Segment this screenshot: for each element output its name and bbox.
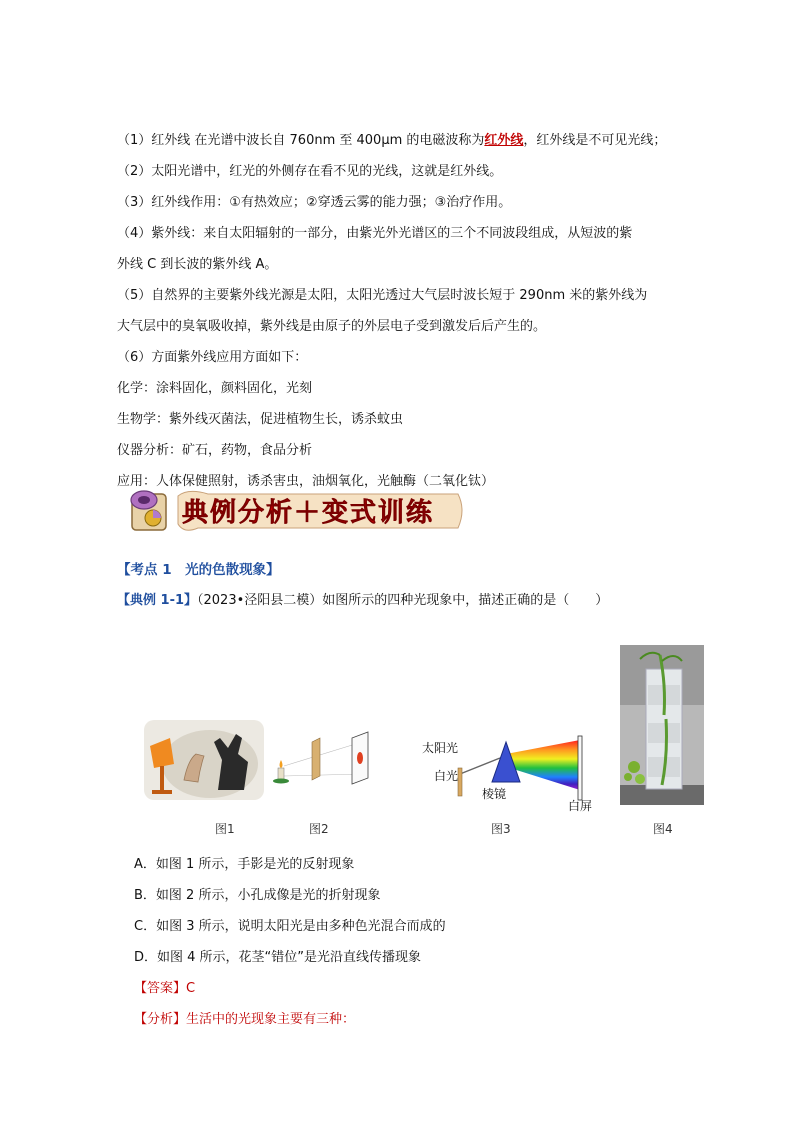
application-line: 应用：人体保健照射，诱杀害虫，油烟氧化，光触酶（二氧化钛） bbox=[117, 474, 495, 489]
paragraph-4a: （4）紫外线：来自太阳辐射的一部分，由紫光外光谱区的三个不同波段组成，从短波的紫 bbox=[117, 226, 633, 241]
caption-fig1: 图1 bbox=[215, 822, 235, 836]
section-title: 【考点 1 光的色散现象】 bbox=[117, 562, 280, 578]
paragraph-5b: 大气层中的臭氧吸收掉，紫外线是由原子的外层电子受到激发后后产生的。 bbox=[117, 319, 547, 334]
example-question bbox=[117, 593, 608, 609]
analysis-label: 【分析】 bbox=[134, 1012, 187, 1027]
analysis-text: 生活中的光现象主要有三种： bbox=[186, 1012, 356, 1027]
answer-label: 【答案】 bbox=[134, 981, 187, 996]
option-a: A．如图 1 所示，手影是光的反射现象 bbox=[134, 857, 355, 872]
scroll-icon bbox=[131, 491, 166, 530]
figure-2-pinhole bbox=[268, 728, 378, 788]
instrument-line: 仪器分析：矿石，药物，食品分析 bbox=[117, 443, 313, 458]
analysis bbox=[134, 1008, 355, 1027]
answer-value: C bbox=[186, 981, 196, 996]
example-label: 【典例 1-1】 bbox=[117, 593, 198, 608]
caption-fig2: 图2 bbox=[309, 822, 329, 836]
fig3-sunlight-label: 太阳光 bbox=[422, 741, 459, 755]
p1-text: （1）红外线 在光谱中波长自 760nm 至 400μm 的电磁波称为 bbox=[117, 133, 485, 148]
figure-4-vase-photo bbox=[620, 645, 704, 805]
figure-1-hand-shadow bbox=[144, 720, 264, 800]
paragraph-4b: 外线 C 到长波的紫外线 A。 bbox=[117, 257, 278, 272]
banner-title: 典例分析＋变式训练 bbox=[182, 498, 435, 528]
figure-3-prism bbox=[420, 728, 610, 814]
option-d: D．如图 4 所示，花茎“错位”是光沿直线传播现象 bbox=[134, 950, 422, 965]
option-c: C．如图 3 所示，说明太阳光是由多种色光混合而成的 bbox=[134, 919, 446, 934]
fig3-white-light-label: 白光 bbox=[434, 769, 459, 783]
p1-text-tail: ，红外线是不可见光线； bbox=[523, 133, 667, 148]
example-source: （2023•泾阳县二模）如图所示的四种光现象中，描述正确的是（ ） bbox=[197, 593, 609, 608]
fig3-screen-label: 白屏 bbox=[568, 799, 593, 813]
option-b: B．如图 2 所示，小孔成像是光的折射现象 bbox=[134, 888, 381, 903]
fig3-prism-label: 棱镜 bbox=[482, 787, 507, 801]
chem-line: 化学：涂料固化，颜料固化，光刻 bbox=[117, 381, 313, 396]
p1-term: 红外线 bbox=[484, 133, 524, 148]
bio-line: 生物学：紫外线灭菌法，促进植物生长，诱杀蚊虫 bbox=[117, 412, 404, 427]
answer bbox=[134, 977, 195, 996]
caption-fig4: 图4 bbox=[653, 822, 673, 836]
paragraph-5a: （5）自然界的主要紫外线光源是太阳，太阳光透过大气层时波长短于 290nm 米的紫外线为 bbox=[117, 288, 648, 303]
paragraph-6: （6）方面紫外线应用方面如下： bbox=[117, 350, 308, 365]
paragraph-3: （3）红外线作用：①有热效应；②穿透云雾的能力强；③治疗作用。 bbox=[117, 195, 512, 210]
paragraph-2: （2）太阳光谱中，红光的外侧存在看不见的光线，这就是红外线。 bbox=[117, 164, 503, 179]
paragraph-1 bbox=[117, 133, 666, 149]
caption-fig3: 图3 bbox=[491, 822, 511, 836]
